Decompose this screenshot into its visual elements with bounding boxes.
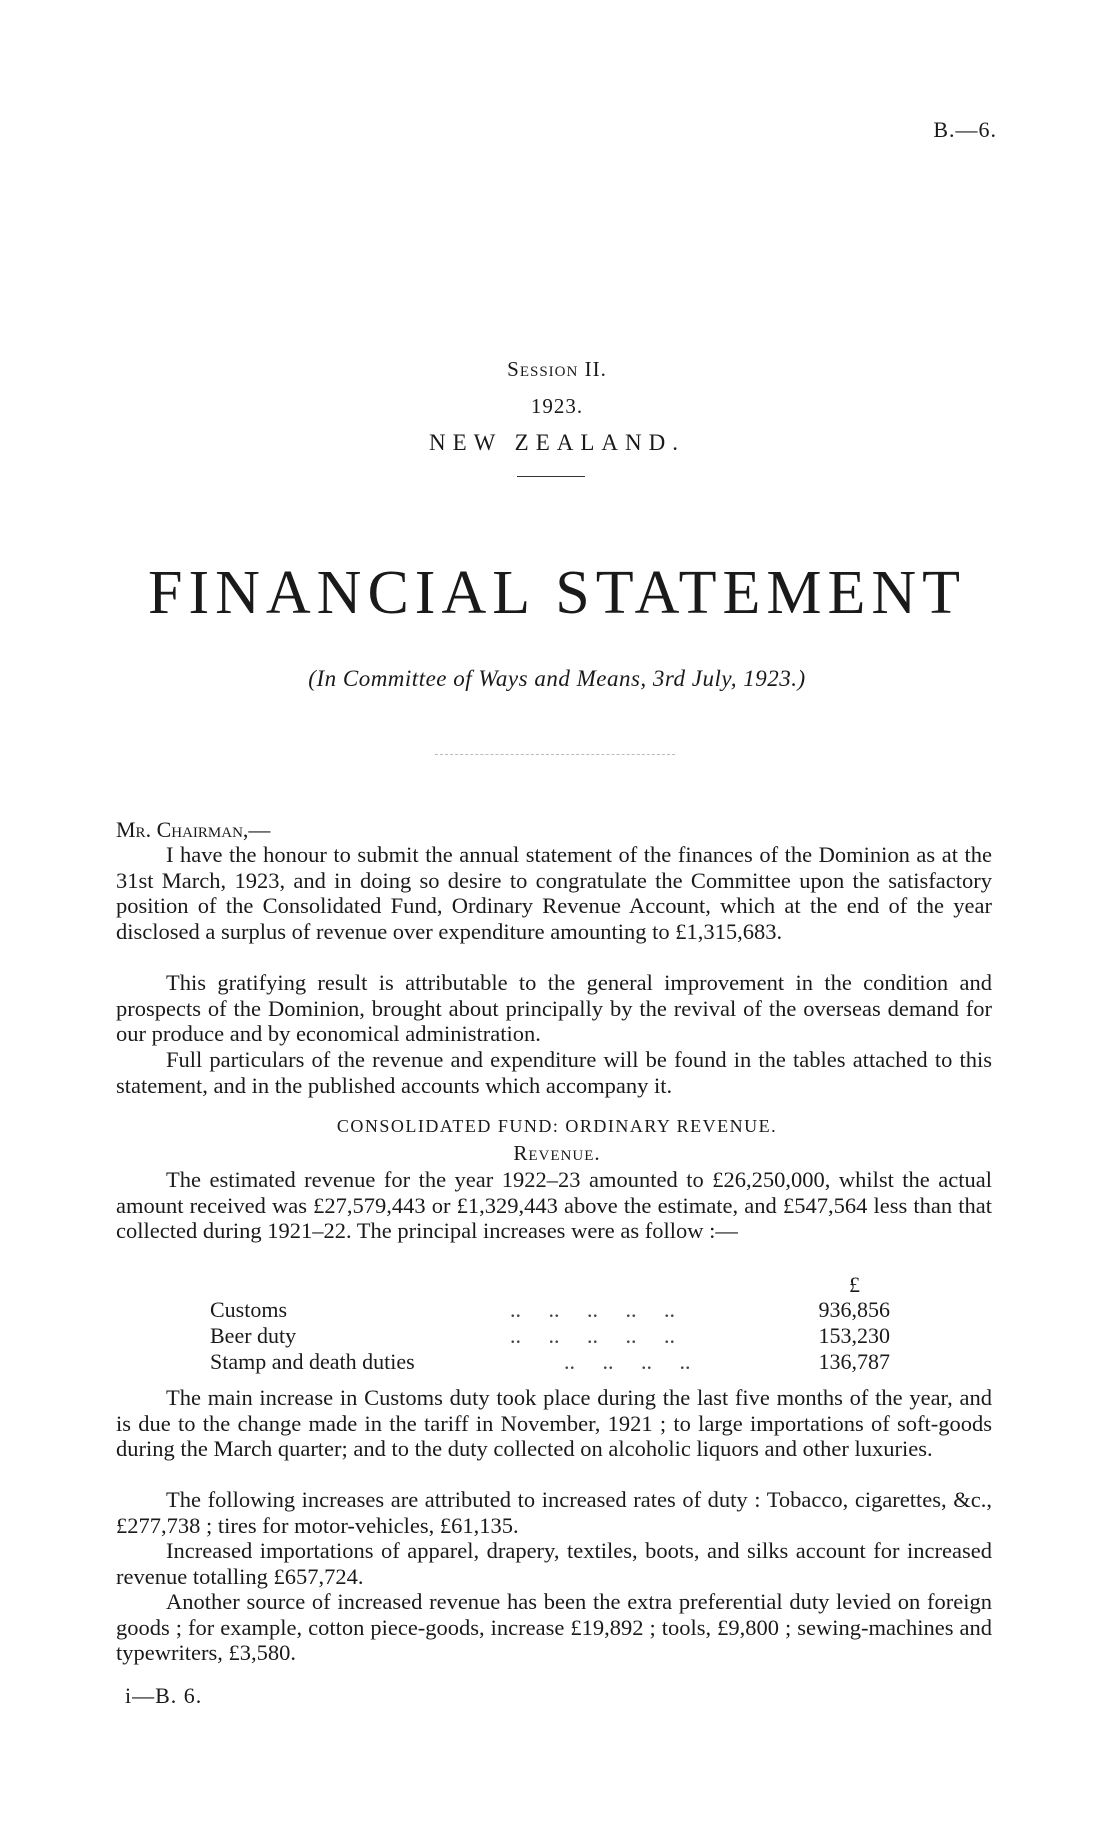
- row-leader: .. .. .. .. ..: [510, 1323, 675, 1348]
- table-unit: £: [849, 1272, 860, 1297]
- row-label: Customs: [210, 1297, 288, 1322]
- row-label: Stamp and death duties: [210, 1349, 415, 1374]
- country-label: NEW ZEALAND.: [428, 430, 686, 455]
- table-unit-row: [210, 1273, 890, 1297]
- row-leader: .. .. .. .. ..: [510, 1297, 675, 1322]
- paragraph-duty-rates: The following increases are attributed to increased rates of duty : Tobacco, cigarettes, &c., £277,738 ; tires for motor-vehicles, £61,135.: [116, 1487, 992, 1538]
- table-row: [210, 1349, 890, 1375]
- year-label: 1923.: [530, 394, 584, 418]
- table-row: [210, 1323, 890, 1349]
- page-reference: B.—6.: [933, 117, 997, 142]
- document-subtitle: (In Committee of Ways and Means, 3rd July, 1923.): [308, 666, 806, 691]
- row-label: Beer duty: [210, 1323, 297, 1348]
- session-label: Session II.: [507, 357, 607, 381]
- row-value: 136,787: [818, 1349, 890, 1374]
- sub-heading: Revenue.: [513, 1141, 601, 1165]
- paragraph-result: This gratifying result is attributable to the general improvement in the condition and prospects of the Dominion, brought about principally by the revival of the overseas demand for our produce and by economical administration.: [116, 970, 992, 1046]
- paragraph-preferential: Another source of increased revenue has been the extra preferential duty levied on foreign goods ; for example, cotton piece-goods, increase £19,892 ; tools, £9,800 ; sewing-machines and typewriters, £3,580.: [116, 1589, 992, 1665]
- row-value: 153,230: [818, 1323, 890, 1348]
- table-row: [210, 1297, 890, 1323]
- ornamental-divider: [435, 754, 675, 755]
- section-heading: CONSOLIDATED FUND: ORDINARY REVENUE.: [336, 1116, 778, 1136]
- footer-reference: i—B. 6.: [125, 1683, 203, 1708]
- title-divider: [517, 476, 585, 477]
- paragraph-customs: The main increase in Customs duty took place during the last five months of the year, and is due to the change made in the tariff in November, 1921 ; to large importations of soft-goods during the March quarter; and to the duty collected on alcoholic liquors and other luxuries.: [116, 1385, 992, 1461]
- paragraph-particulars: Full particulars of the revenue and expenditure will be found in the tables attached to this statement, and in the published accounts which accompany it.: [116, 1047, 992, 1098]
- increases-table: [210, 1273, 890, 1375]
- paragraph-importations: Increased importations of apparel, drapery, textiles, boots, and silks account for increased revenue totalling £657,724.: [116, 1538, 992, 1589]
- row-leader: .. .. .. ..: [564, 1349, 691, 1374]
- row-value: 936,856: [818, 1297, 890, 1322]
- paragraph-intro: I have the honour to submit the annual statement of the finances of the Dominion as at the 31st March, 1923, and in doing so desire to congratulate the Committee upon the satisfactory position of the Consolidated Fund, Ordinary Revenue Account, which at the end of the year disclosed a surplus of revenue over expenditure amounting to £1,315,683.: [116, 842, 992, 944]
- document-title: FINANCIAL STATEMENT: [148, 559, 966, 627]
- salutation: Mr. Chairman,—: [116, 817, 271, 842]
- paragraph-revenue: The estimated revenue for the year 1922–23 amounted to £26,250,000, whilst the actual amount received was £27,579,443 or £1,329,443 above the estimate, and £547,564 less than that collected during 1921–22. The principal increases were as follow :—: [116, 1167, 992, 1243]
